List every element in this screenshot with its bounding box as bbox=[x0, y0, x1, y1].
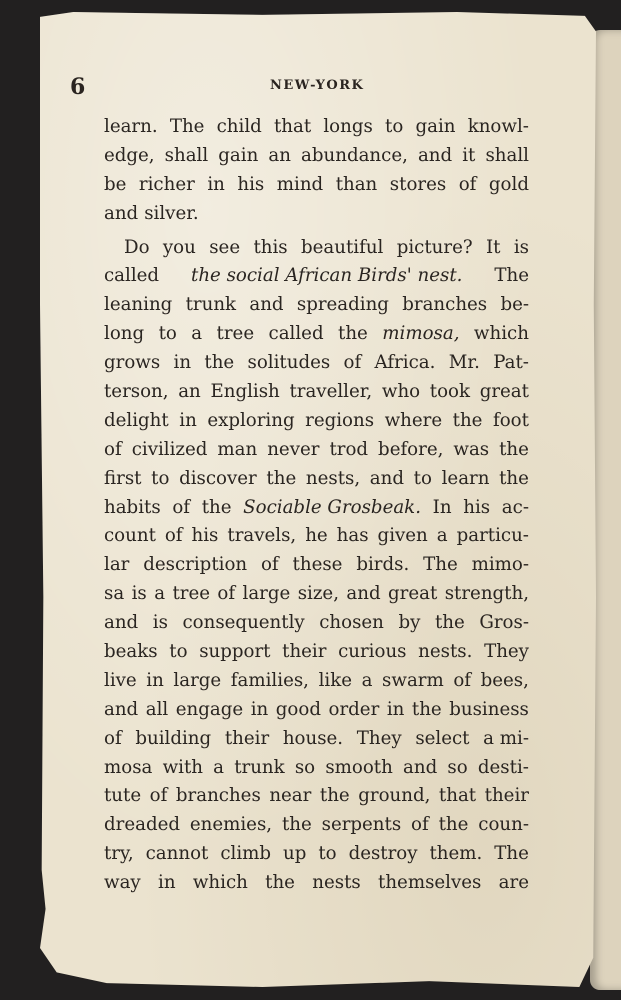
word: gain bbox=[415, 116, 456, 137]
word: with bbox=[162, 756, 203, 778]
word: to bbox=[385, 116, 404, 137]
word: tree bbox=[216, 323, 255, 345]
word: the bbox=[452, 409, 483, 431]
word: nests, bbox=[305, 467, 361, 489]
word: They bbox=[356, 727, 402, 749]
word: of bbox=[217, 583, 236, 605]
word: in bbox=[173, 352, 192, 374]
word: long bbox=[104, 323, 145, 345]
word: leaning bbox=[104, 294, 173, 316]
italic-phrase: the social African Birds' nest. bbox=[191, 265, 463, 287]
word: large bbox=[242, 583, 291, 605]
word: of bbox=[343, 352, 362, 374]
word: Do bbox=[124, 236, 150, 258]
word: branches bbox=[175, 785, 261, 807]
running-head: NEW-YORK bbox=[270, 78, 365, 93]
word: learn. bbox=[104, 116, 158, 137]
word: enemies, bbox=[189, 814, 273, 836]
text-line bbox=[104, 349, 529, 378]
word: English bbox=[210, 381, 280, 403]
word: branches bbox=[402, 294, 488, 316]
word: discover bbox=[179, 467, 257, 489]
word: longs bbox=[323, 116, 373, 137]
word: building bbox=[135, 727, 212, 749]
text-line bbox=[104, 609, 529, 638]
word: their bbox=[224, 727, 270, 749]
word: Pat- bbox=[493, 352, 529, 374]
word: than bbox=[335, 173, 378, 195]
word: Africa. bbox=[374, 352, 436, 374]
word: The bbox=[423, 554, 458, 576]
word: shall bbox=[485, 144, 529, 166]
word: that bbox=[273, 116, 312, 137]
word: his bbox=[191, 525, 219, 547]
word: is bbox=[513, 236, 529, 258]
text-line bbox=[104, 696, 529, 725]
text-line bbox=[104, 667, 529, 696]
word: their bbox=[484, 785, 529, 807]
word: themselves bbox=[378, 872, 482, 894]
word: solitudes bbox=[247, 352, 331, 374]
word: knowl- bbox=[467, 116, 529, 137]
word: live bbox=[104, 669, 137, 691]
word: by bbox=[398, 612, 421, 634]
word: Mr. bbox=[448, 352, 480, 374]
word: delight bbox=[104, 409, 169, 431]
word: nests. bbox=[418, 641, 473, 663]
word: consequently bbox=[182, 612, 305, 634]
word: his bbox=[237, 173, 265, 195]
word: is bbox=[131, 583, 147, 605]
text-line bbox=[104, 522, 529, 551]
text-line bbox=[104, 840, 529, 869]
word: picture? bbox=[396, 236, 473, 258]
word: of bbox=[104, 438, 122, 460]
word: stores bbox=[389, 173, 447, 195]
word: the bbox=[266, 467, 297, 489]
text-line bbox=[104, 378, 529, 407]
word: a bbox=[213, 756, 225, 778]
word: the bbox=[281, 814, 312, 836]
word: who bbox=[381, 381, 421, 403]
word: the bbox=[338, 323, 368, 345]
word: spreading bbox=[296, 294, 389, 316]
word: was bbox=[453, 438, 490, 460]
word: and bbox=[104, 612, 139, 634]
word: this bbox=[253, 236, 288, 258]
word: coun- bbox=[478, 814, 529, 836]
word: and bbox=[417, 144, 453, 166]
word: to bbox=[151, 467, 170, 489]
word: tree bbox=[172, 583, 210, 605]
word: travels, bbox=[227, 525, 297, 547]
word: child bbox=[216, 116, 262, 137]
word: try, bbox=[104, 843, 134, 865]
word: trunk bbox=[185, 294, 237, 316]
word: gain bbox=[218, 144, 259, 166]
text-line bbox=[104, 171, 529, 200]
word: great bbox=[388, 583, 438, 605]
word: particu- bbox=[456, 525, 529, 547]
word: that bbox=[438, 785, 477, 807]
word: their bbox=[282, 641, 327, 663]
word: in bbox=[158, 872, 176, 894]
word: way bbox=[104, 872, 141, 894]
text-line bbox=[104, 551, 529, 580]
word: be- bbox=[500, 294, 529, 316]
word: exploring bbox=[207, 409, 295, 431]
word: a bbox=[191, 323, 203, 345]
word: families, bbox=[230, 669, 309, 691]
word: is bbox=[152, 612, 168, 634]
word: trod bbox=[329, 438, 369, 460]
page-header bbox=[70, 66, 570, 106]
word: the bbox=[201, 496, 232, 518]
word: never bbox=[267, 438, 320, 460]
word: lar bbox=[104, 554, 130, 576]
word: habits bbox=[104, 496, 161, 518]
word: where bbox=[384, 409, 443, 431]
text-line bbox=[104, 494, 529, 523]
word: which bbox=[473, 323, 529, 345]
word: to bbox=[318, 843, 337, 865]
text-line bbox=[104, 811, 529, 840]
word: sa bbox=[104, 583, 125, 605]
word: of bbox=[458, 173, 477, 195]
word: learn bbox=[441, 467, 490, 489]
word: before, bbox=[378, 438, 444, 460]
word: of bbox=[104, 727, 122, 749]
text-line bbox=[104, 638, 529, 667]
word: given bbox=[377, 525, 428, 547]
word: in bbox=[250, 698, 269, 720]
text-line bbox=[104, 142, 529, 171]
word: mosa bbox=[104, 756, 153, 778]
word: are bbox=[498, 872, 529, 894]
word: desti- bbox=[477, 756, 529, 778]
word: tute bbox=[104, 785, 142, 807]
word: man bbox=[217, 438, 258, 460]
word: bees, bbox=[480, 669, 529, 691]
word: terson, bbox=[104, 381, 169, 403]
italic-word: mimosa, bbox=[382, 323, 460, 345]
word: It bbox=[485, 236, 501, 258]
word: so bbox=[447, 756, 468, 778]
word: ground, bbox=[358, 785, 431, 807]
word: select bbox=[415, 727, 470, 749]
word: smooth bbox=[325, 756, 393, 778]
word: near bbox=[269, 785, 312, 807]
word: count bbox=[104, 525, 156, 547]
word: serpents bbox=[321, 814, 402, 836]
word: silver. bbox=[144, 202, 199, 224]
word: The bbox=[494, 843, 529, 865]
word: called bbox=[268, 323, 324, 345]
word: and bbox=[346, 583, 381, 605]
word: of bbox=[260, 554, 279, 576]
word: of bbox=[172, 496, 191, 518]
word: to bbox=[158, 323, 177, 345]
text-line bbox=[104, 725, 529, 754]
text-line bbox=[104, 465, 529, 494]
word: abundance, bbox=[301, 144, 408, 166]
word: grows bbox=[104, 352, 161, 374]
text-line bbox=[104, 200, 529, 229]
word: large bbox=[173, 669, 222, 691]
word: has bbox=[336, 525, 369, 547]
word: of bbox=[453, 669, 472, 691]
word: house. bbox=[282, 727, 344, 749]
word: order bbox=[328, 698, 380, 720]
word: see bbox=[209, 236, 241, 258]
body-text bbox=[104, 113, 529, 898]
word: a bbox=[361, 669, 373, 691]
word: a bbox=[154, 583, 166, 605]
word: of bbox=[411, 814, 429, 836]
word: he bbox=[305, 525, 328, 547]
word: first bbox=[104, 467, 142, 489]
text-line bbox=[104, 234, 529, 263]
word: In bbox=[432, 496, 452, 518]
word: them. bbox=[429, 843, 483, 865]
word: cannot bbox=[145, 843, 209, 865]
page-number: 6 bbox=[70, 74, 86, 100]
word: in bbox=[179, 409, 197, 431]
word: the bbox=[411, 698, 442, 720]
word: beaks bbox=[104, 641, 158, 663]
text-line bbox=[104, 436, 529, 465]
word: size, bbox=[297, 583, 339, 605]
word: climb bbox=[220, 843, 272, 865]
word: his bbox=[463, 496, 491, 518]
word: edge, bbox=[104, 144, 155, 166]
word: chosen bbox=[319, 612, 384, 634]
word: regions bbox=[305, 409, 375, 431]
word: great bbox=[479, 381, 529, 403]
word: trunk bbox=[234, 756, 285, 778]
word: destroy bbox=[348, 843, 418, 865]
text-line bbox=[104, 407, 529, 436]
word: The bbox=[169, 116, 205, 137]
text-line bbox=[104, 869, 529, 898]
word: took bbox=[429, 381, 471, 403]
word: The bbox=[494, 265, 529, 287]
word: mimo- bbox=[471, 554, 529, 576]
word: to bbox=[169, 641, 188, 663]
word: support bbox=[199, 641, 271, 663]
word: the bbox=[438, 814, 469, 836]
word: the bbox=[499, 467, 529, 489]
word: curious bbox=[338, 641, 407, 663]
word: engage bbox=[175, 698, 244, 720]
word: nests bbox=[312, 872, 361, 894]
word: in bbox=[386, 698, 405, 720]
word: the bbox=[204, 352, 235, 374]
word: traveller, bbox=[289, 381, 373, 403]
word: a mi- bbox=[483, 727, 529, 749]
text-line bbox=[104, 320, 529, 349]
word: beautiful bbox=[301, 236, 384, 258]
word: shall bbox=[164, 144, 209, 166]
text-line bbox=[104, 580, 529, 609]
word: birds. bbox=[356, 554, 410, 576]
word: an bbox=[268, 144, 291, 166]
text-line bbox=[104, 113, 529, 142]
text-line bbox=[104, 262, 529, 291]
word: description bbox=[143, 554, 248, 576]
word: be bbox=[104, 173, 127, 195]
text-line bbox=[104, 291, 529, 320]
word: all bbox=[145, 698, 169, 720]
word: in bbox=[207, 173, 225, 195]
word: mind bbox=[276, 173, 324, 195]
word: which bbox=[192, 872, 248, 894]
word: to bbox=[413, 467, 432, 489]
word: and bbox=[369, 467, 404, 489]
text-line bbox=[104, 782, 529, 811]
word: of bbox=[164, 525, 183, 547]
word: a bbox=[436, 525, 448, 547]
word: up bbox=[283, 843, 307, 865]
word: the bbox=[499, 438, 529, 460]
word: in bbox=[146, 669, 164, 691]
word: business bbox=[449, 698, 529, 720]
word: dreaded bbox=[104, 814, 180, 836]
word: the bbox=[434, 612, 465, 634]
word: the bbox=[319, 785, 350, 807]
word: good bbox=[275, 698, 321, 720]
word: richer bbox=[138, 173, 195, 195]
word: civilized bbox=[131, 438, 208, 460]
word: and bbox=[104, 202, 139, 224]
word: gold bbox=[488, 173, 529, 195]
word: of bbox=[149, 785, 168, 807]
word: and bbox=[403, 756, 438, 778]
word: ac- bbox=[501, 496, 529, 518]
word: the bbox=[265, 872, 295, 894]
word: like bbox=[318, 669, 352, 691]
word: you bbox=[162, 236, 196, 258]
word: so bbox=[294, 756, 316, 778]
word: an bbox=[178, 381, 201, 403]
word: Gros- bbox=[479, 612, 529, 634]
italic-phrase: Sociable Grosbeak. bbox=[243, 496, 421, 518]
word: these bbox=[292, 554, 343, 576]
word: strength, bbox=[444, 583, 529, 605]
word: swarm bbox=[382, 669, 444, 691]
word: and bbox=[104, 698, 139, 720]
word: They bbox=[484, 641, 529, 663]
text-line bbox=[104, 754, 529, 783]
word: and bbox=[249, 294, 284, 316]
word: foot bbox=[492, 409, 529, 431]
word: called bbox=[104, 265, 160, 287]
word: it bbox=[462, 144, 476, 166]
